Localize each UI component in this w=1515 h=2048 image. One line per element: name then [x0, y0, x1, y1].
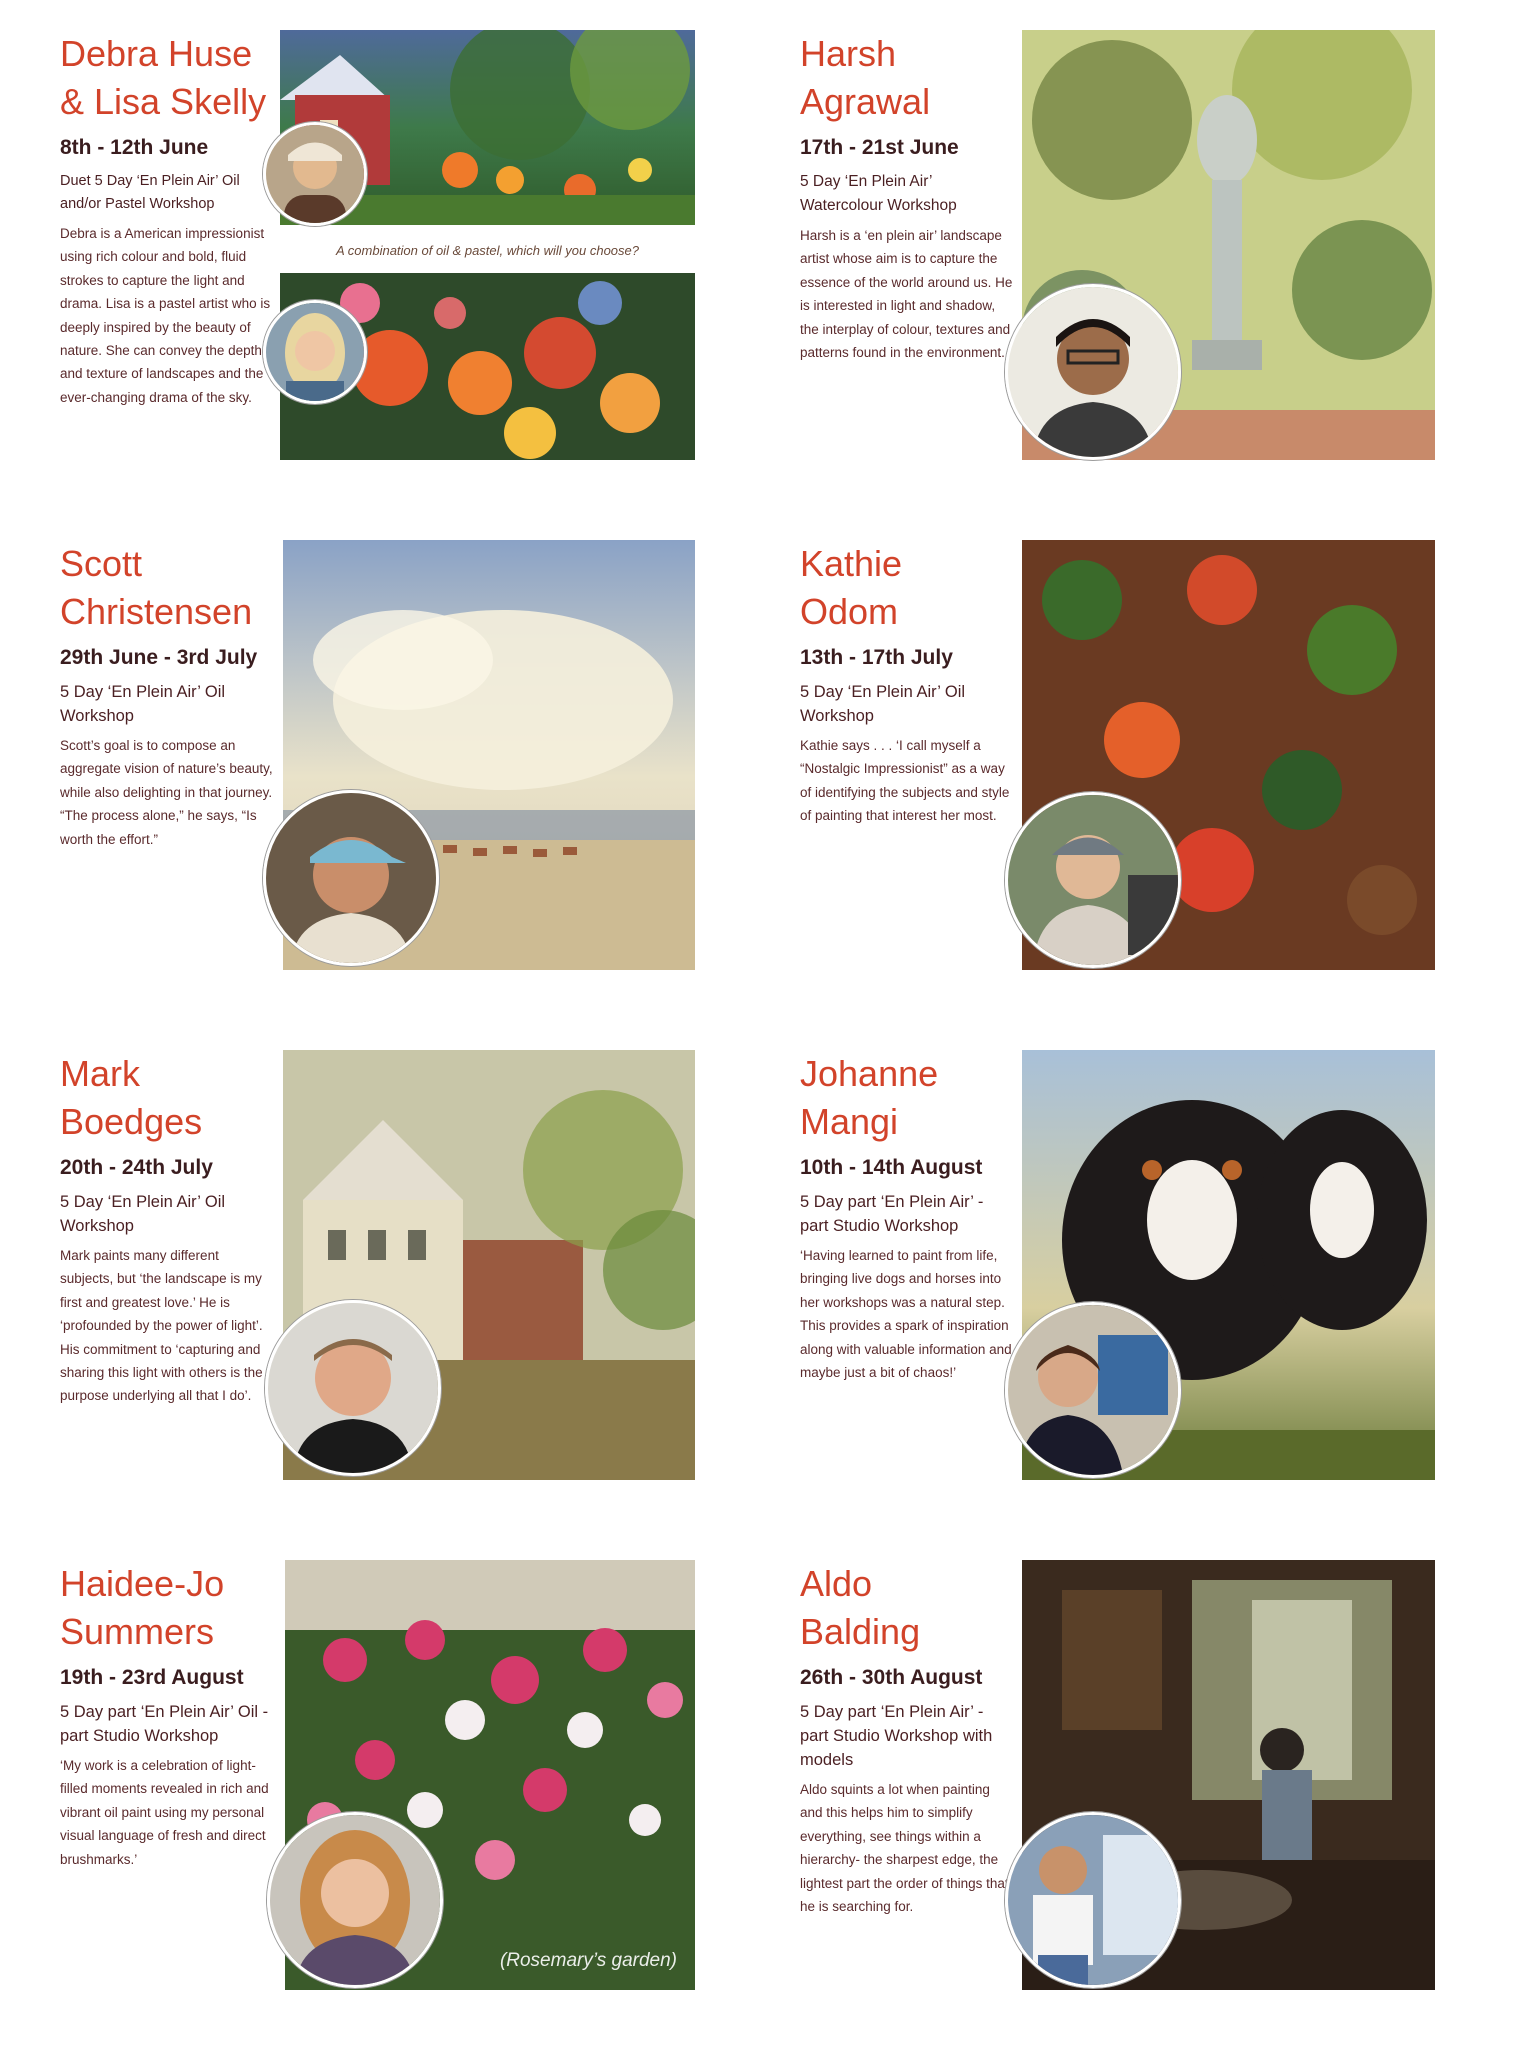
workshop-card-agrawal: [800, 30, 1500, 460]
workshop-type: 5 Day part ‘En Plein Air’ - part Studio Workshop with models: [800, 1703, 993, 1769]
workshop-card-huse-skelly: [60, 30, 760, 460]
portrait-mark-boedges: [265, 1300, 441, 1476]
workshop-type: 5 Day ‘En Plein Air’ Oil Workshop: [60, 1193, 226, 1235]
artist-name: Mark Boedges: [60, 1053, 203, 1142]
workshop-type: 5 Day ‘En Plein Air’ Oil Workshop: [800, 683, 966, 725]
workshop-dates: 8th - 12th June: [60, 136, 209, 159]
workshop-dates: 20th - 24th July: [60, 1156, 213, 1179]
workshop-card-summers: [60, 1560, 760, 1990]
card-text: [800, 30, 1015, 364]
workshop-type: 5 Day ‘En Plein Air’ Oil Workshop: [60, 683, 226, 725]
workshop-dates: 29th June - 3rd July: [60, 646, 258, 669]
workshop-dates: 26th - 30th August: [800, 1666, 983, 1689]
workshop-type: 5 Day part ‘En Plein Air’ - part Studio Workshop: [800, 1193, 984, 1235]
workshop-card-christensen: [60, 540, 760, 970]
card-text: [800, 1050, 1015, 1384]
artist-description: Harsh is a ‘en plein air’ landscape artist whose aim is to capture the essence of the world around us. He is interested in light and shadow, the interplay of colour, textures and patterns found in the environment.: [800, 228, 1013, 361]
card-text: [60, 540, 275, 851]
artist-description: ‘My work is a celebration of light-filled moments revealed in rich and vibrant oil paint using my personal visual language of fresh and direct brushmarks.’: [60, 1758, 269, 1867]
workshop-type: 5 Day part ‘En Plein Air’ Oil - part Studio Workshop: [60, 1703, 269, 1745]
workshop-card-mangi: [800, 1050, 1500, 1480]
artist-name: Kathie Odom: [800, 543, 903, 632]
portrait-scott-christensen: [263, 790, 439, 966]
artist-description: Aldo squints a lot when painting and this helps him to simplify everything, see things within a hierarchy- the sharpest edge, the lightest part the order of things that he is searching for.: [800, 1782, 1009, 1915]
artist-description: Scott’s goal is to compose an aggregate vision of nature’s beauty, while also delighting in that journey. “The process alone,” he says, “Is worth the effort.”: [60, 738, 273, 847]
portrait-harsh-agrawal: [1005, 284, 1181, 460]
artist-name: Haidee-Jo Summers: [60, 1563, 225, 1652]
portrait-lisa-skelly: [263, 300, 367, 404]
artist-description: Mark paints many different subjects, but ‘the landscape is my first and greatest love.’ He is ‘profounded by the power of light’. His commitment to ‘capturing and sharing this light with others is the purpose underlying all that I do’.: [60, 1248, 263, 1404]
portrait-debra-huse: [263, 122, 367, 226]
artist-name: Harsh Agrawal: [800, 33, 931, 122]
card-text: [60, 30, 275, 409]
artist-name: Scott Christensen: [60, 543, 253, 632]
workshop-dates: 10th - 14th August: [800, 1156, 983, 1179]
workshop-type: 5 Day ‘En Plein Air’ Watercolour Workshop: [800, 173, 957, 214]
workshop-type: Duet 5 Day ‘En Plein Air’ Oil and/or Pastel Workshop: [60, 173, 240, 212]
card-text: [800, 1560, 1015, 1918]
artist-name: Johanne Mangi: [800, 1053, 939, 1142]
card-text: [60, 1560, 275, 1871]
workshop-dates: 13th - 17th July: [800, 646, 953, 669]
workshop-card-balding: [800, 1560, 1500, 1990]
artist-description: ‘Having learned to paint from life, bringing live dogs and horses into her workshops was a natural step. This provides a spark of inspiration along with valuable information and maybe just a bit of chaos!’: [800, 1248, 1012, 1381]
portrait-haidee-jo-summers: [267, 1812, 443, 1988]
workshop-card-boedges: [60, 1050, 760, 1480]
card-text: [60, 1050, 275, 1408]
painting-title-watermark: (Rosemary’s garden): [499, 1950, 677, 1971]
workshop-dates: 19th - 23rd August: [60, 1666, 244, 1689]
artist-name: Aldo Balding: [800, 1563, 921, 1652]
portrait-johanne-mangi: [1005, 1302, 1181, 1478]
portrait-aldo-balding: [1005, 1812, 1181, 1988]
artist-description: Kathie says . . . ‘I call myself a “Nostalgic Impressionist” as a way of identifying the subjects and style of painting that interest her most.: [800, 738, 1010, 824]
workshop-dates: 17th - 21st June: [800, 136, 959, 159]
workshop-card-odom: [800, 540, 1500, 970]
artist-name: Debra Huse & Lisa Skelly: [60, 33, 267, 122]
card-text: [800, 540, 1015, 828]
artist-description: Debra is a American impressionist using rich colour and bold, fluid strokes to capture the light and drama. Lisa is a pastel artist who is deeply inspired by the beauty of nature. She can convey the depth and texture of landscapes and the ever-changing drama of the sky.: [60, 226, 271, 405]
painting-caption: A combination of oil & pastel, which will you choose?: [335, 243, 639, 258]
portrait-kathie-odom: [1005, 792, 1181, 968]
